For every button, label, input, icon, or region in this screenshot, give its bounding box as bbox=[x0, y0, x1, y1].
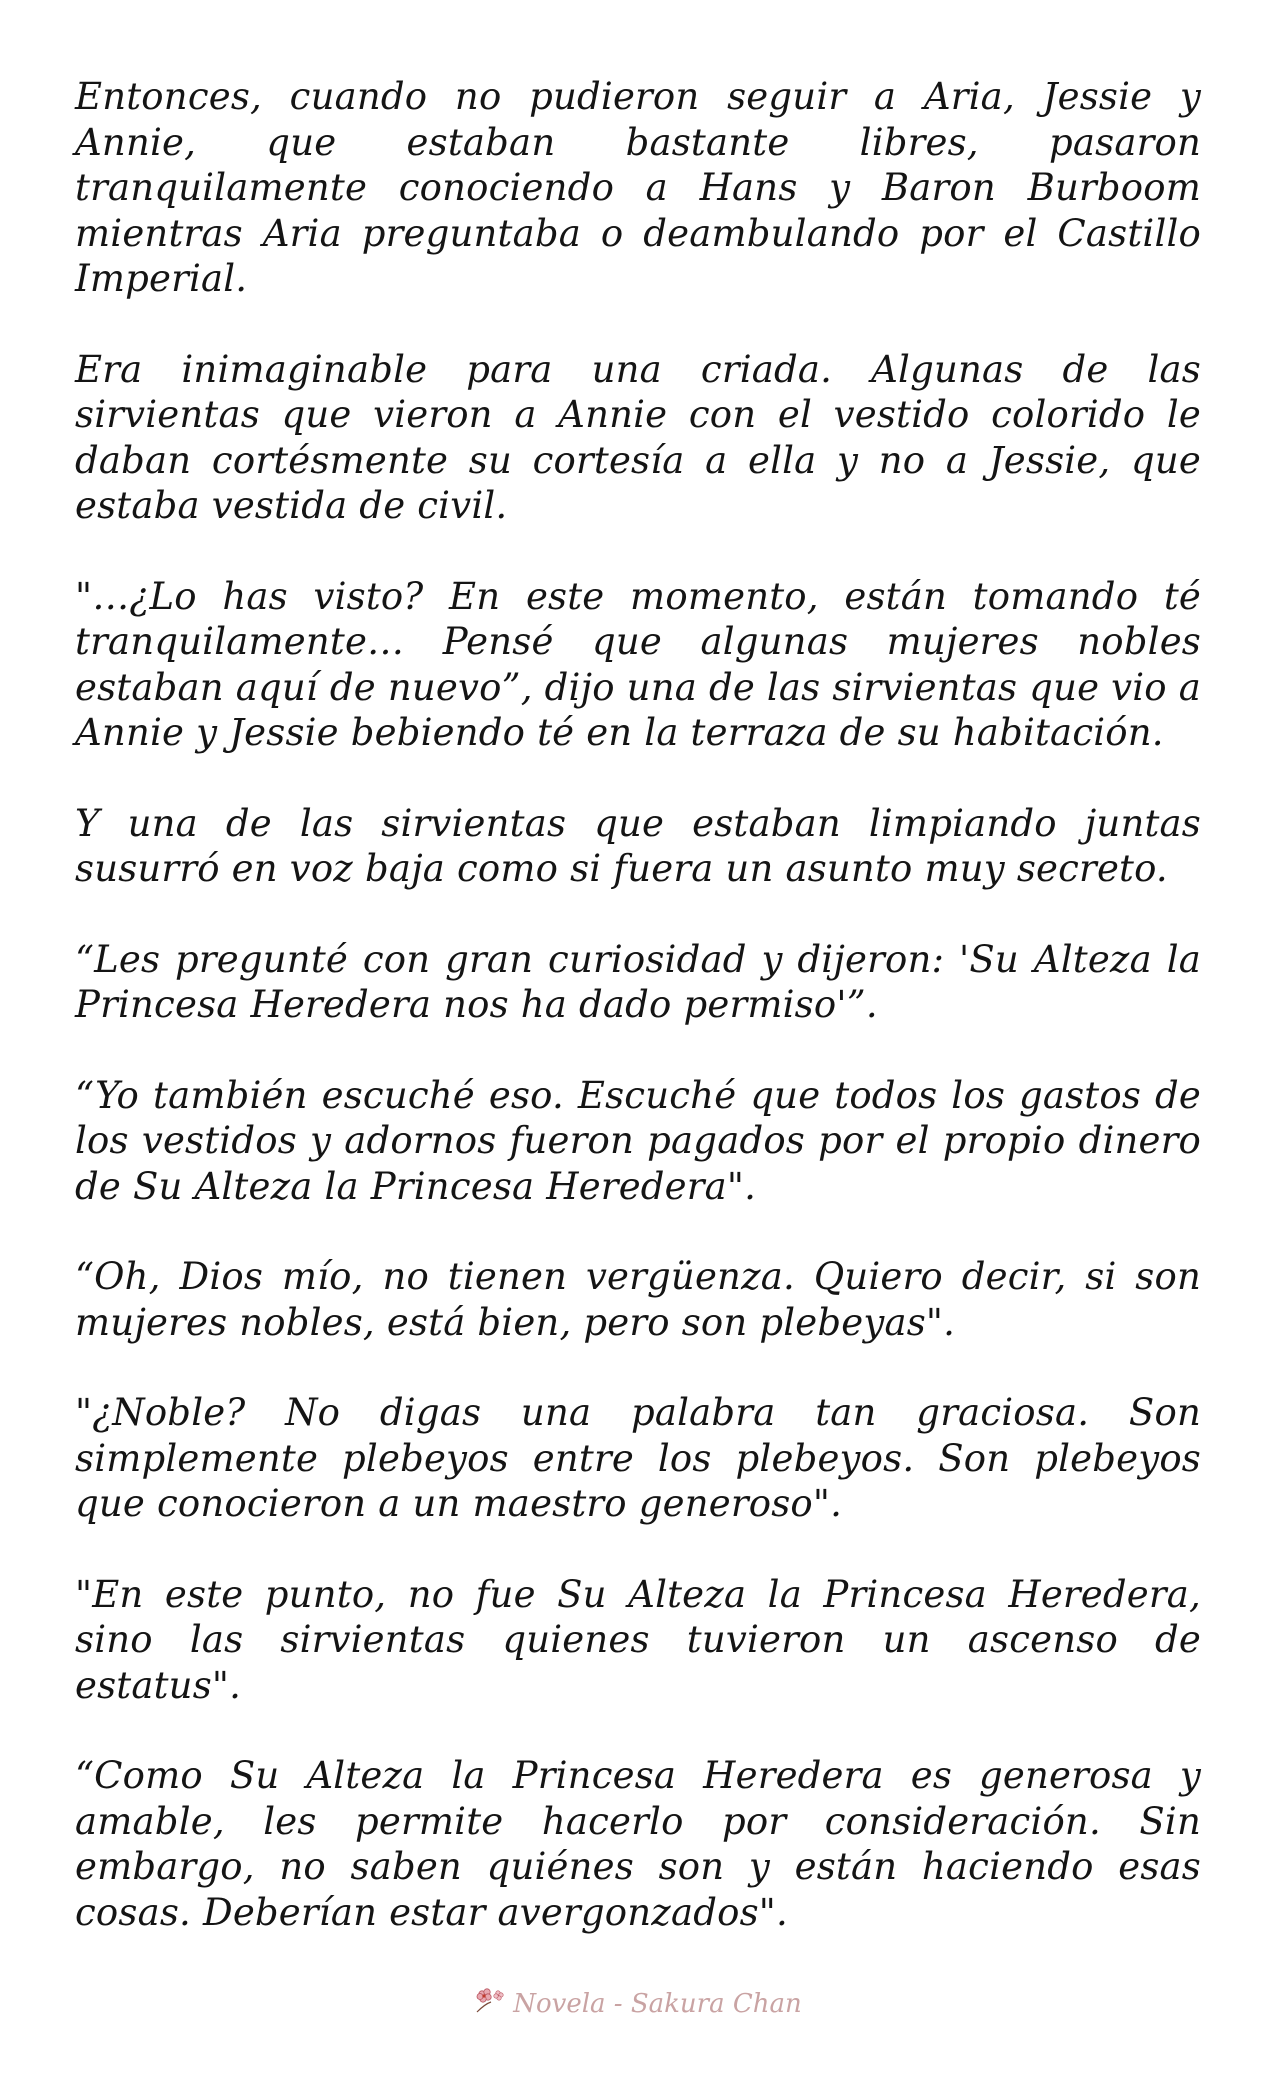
document-body bbox=[75, 74, 1201, 1980]
watermark bbox=[0, 1986, 1275, 2019]
paragraph-8: "¿Noble? No digas una palabra tan graciosa. Son simplemente plebeyos entre los plebeyos. Son plebeyos que conocieron a un maestro generoso". bbox=[75, 1391, 1201, 1525]
watermark-text: Novela - Sakura Chan bbox=[513, 1989, 802, 2019]
paragraph-3: "…¿Lo has visto? En este momento, están tomando té tranquilamente… Pensé que algunas mujeres nobles estaban aquí de nuevo”, dijo una de las sirvientas que vio a Annie y Jessie bebiendo té en la terraza de su habitación. bbox=[75, 574, 1201, 754]
paragraph-6: “Yo también escuché eso. Escuché que todos los gastos de los vestidos y adornos fueron pagados por el propio dinero de Su Alteza la Princesa Heredera". bbox=[75, 1073, 1201, 1208]
paragraph-5: “Les pregunté con gran curiosidad y dijeron: 'Su Alteza la Princesa Heredera nos ha dado permiso'”. bbox=[75, 937, 1201, 1026]
paragraph-9: "En este punto, no fue Su Alteza la Princesa Heredera, sino las sirvientas quienes tuvieron un ascenso de estatus". bbox=[75, 1572, 1201, 1707]
paragraph-7: “Oh, Dios mío, no tienen vergüenza. Quiero decir, si son mujeres nobles, está bien, pero son plebeyas". bbox=[75, 1255, 1201, 1344]
sakura-flower-icon bbox=[473, 1986, 507, 2016]
paragraph-2: Era inimaginable para una criada. Algunas de las sirvientas que vieron a Annie con el vestido colorido le daban cortésmente su cortesía a ella y no a Jessie, que estaba vestida de civil. bbox=[75, 347, 1201, 527]
paragraph-10: “Como Su Alteza la Princesa Heredera es generosa y amable, les permite hacerlo por consideración. Sin embargo, no saben quiénes son y están haciendo esas cosas. Deberían estar avergonzados". bbox=[75, 1754, 1201, 1934]
paragraph-4: Y una de las sirvientas que estaban limpiando juntas susurró en voz baja como si fuera un asunto muy secreto. bbox=[75, 801, 1201, 890]
paragraph-1: Entonces, cuando no pudieron seguir a Aria, Jessie y Annie, que estaban bastante libres, pasaron tranquilamente conociendo a Hans y Baron Burboom mientras Aria preguntaba o deambulando por el Castillo Imperial. bbox=[75, 75, 1201, 300]
